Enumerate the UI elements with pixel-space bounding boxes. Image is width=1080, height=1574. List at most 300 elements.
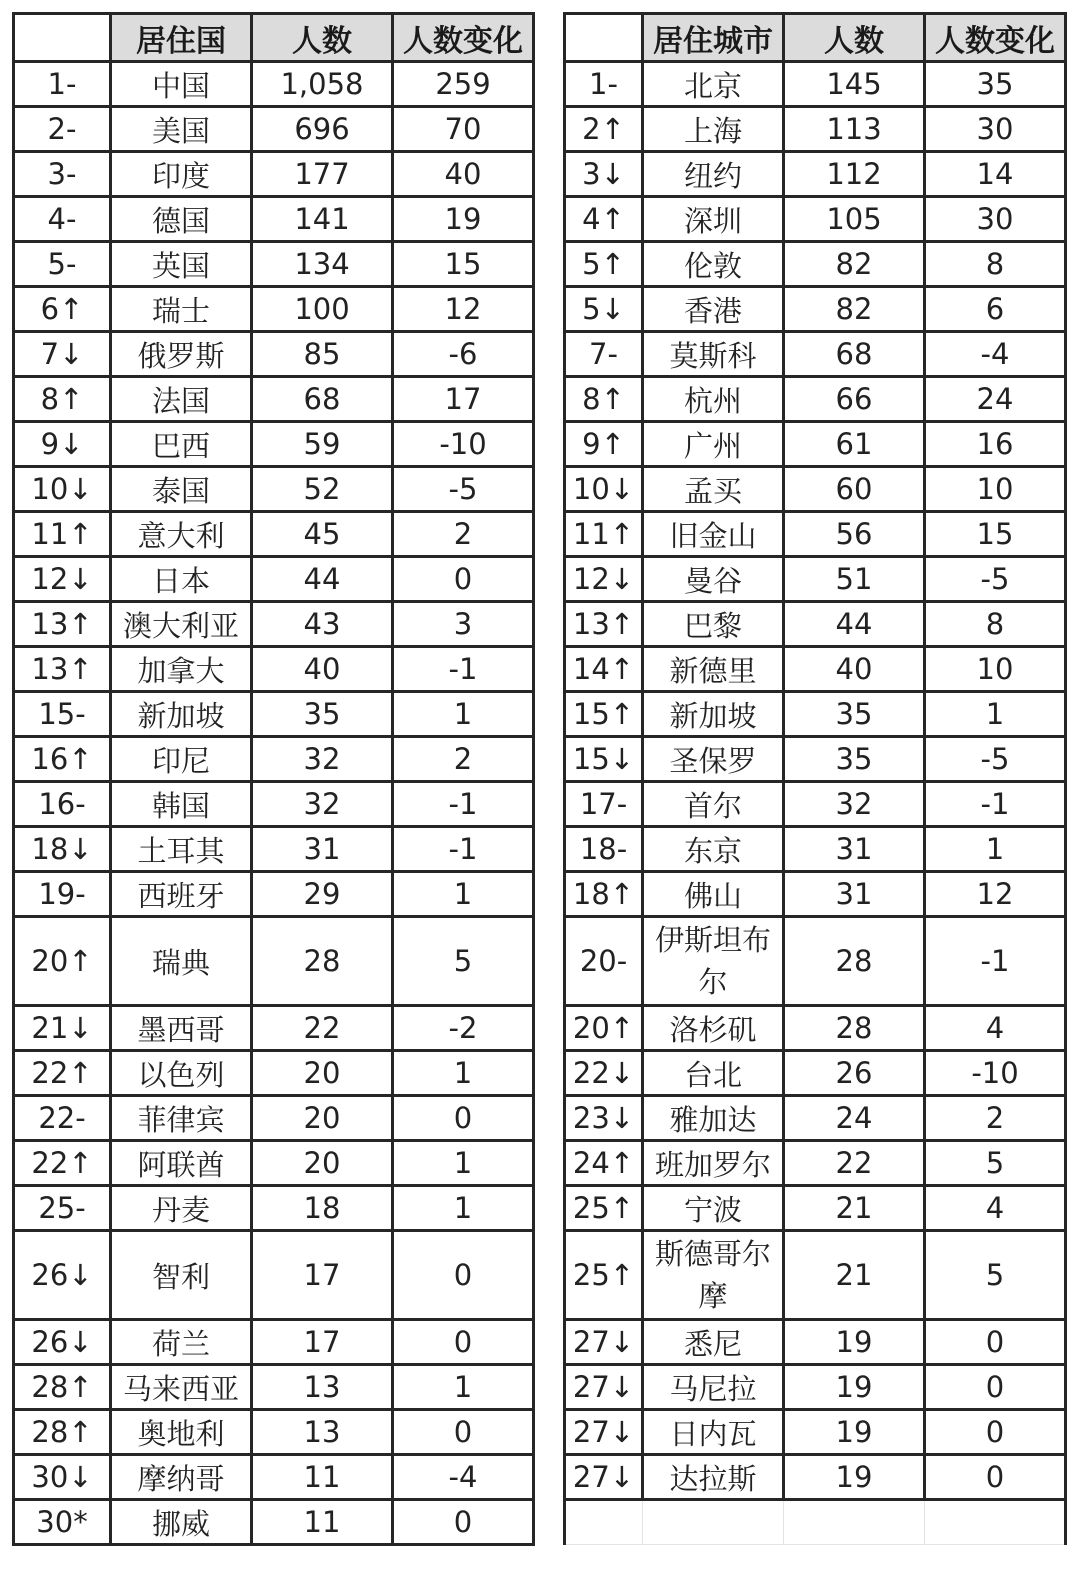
country-row	[14, 782, 534, 827]
city-header-rank	[565, 14, 643, 62]
country-change-cell: -5	[393, 467, 534, 512]
country-row	[14, 1141, 534, 1186]
city-count-cell: 82	[784, 287, 925, 332]
country-name-cell: 阿联酋	[111, 1141, 252, 1186]
city-name-cell: 香港	[643, 287, 784, 332]
city-table	[563, 12, 1067, 1545]
city-name-cell: 北京	[643, 62, 784, 107]
city-name-cell: 马尼拉	[643, 1365, 784, 1410]
country-header-name: 居住国	[111, 14, 252, 62]
city-name-cell: 深圳	[643, 197, 784, 242]
city-rank-cell: 22↓	[565, 1051, 643, 1096]
country-name-cell: 西班牙	[111, 872, 252, 917]
country-change-cell: 1	[393, 872, 534, 917]
country-rank-cell: 16-	[14, 782, 111, 827]
country-row	[14, 647, 534, 692]
country-rank-cell: 26↓	[14, 1231, 111, 1320]
country-change-cell: 40	[393, 152, 534, 197]
city-rank-cell: 7-	[565, 332, 643, 377]
country-change-cell: -1	[393, 782, 534, 827]
country-change-cell: 0	[393, 1320, 534, 1365]
city-row	[565, 827, 1066, 872]
country-change-cell: -10	[393, 422, 534, 467]
city-row	[565, 917, 1066, 1006]
city-change-cell: -1	[925, 782, 1066, 827]
country-rank-cell: 11↑	[14, 512, 111, 557]
city-count-cell: 31	[784, 872, 925, 917]
city-change-cell: 1	[925, 692, 1066, 737]
city-row	[565, 1141, 1066, 1186]
country-rank-cell: 7↓	[14, 332, 111, 377]
city-name-cell: 洛杉矶	[643, 1006, 784, 1051]
country-change-cell: 1	[393, 692, 534, 737]
city-count-cell: 113	[784, 107, 925, 152]
city-row	[565, 602, 1066, 647]
city-rank-cell: 24↑	[565, 1141, 643, 1186]
city-count-cell: 19	[784, 1320, 925, 1365]
country-count-cell: 40	[252, 647, 393, 692]
city-change-cell: 2	[925, 1096, 1066, 1141]
country-name-cell: 泰国	[111, 467, 252, 512]
country-header-rank	[14, 14, 111, 62]
country-row	[14, 107, 534, 152]
city-change-cell: 0	[925, 1320, 1066, 1365]
city-rank-cell: 20-	[565, 917, 643, 1006]
city-name-cell: 伦敦	[643, 242, 784, 287]
city-count-cell: 145	[784, 62, 925, 107]
city-rank-cell: 15↑	[565, 692, 643, 737]
country-name-cell: 荷兰	[111, 1320, 252, 1365]
city-change-cell: 4	[925, 1186, 1066, 1231]
country-count-cell: 32	[252, 737, 393, 782]
city-rank-cell: 27↓	[565, 1410, 643, 1455]
country-name-cell: 土耳其	[111, 827, 252, 872]
country-row	[14, 152, 534, 197]
city-count-cell: 82	[784, 242, 925, 287]
country-change-cell: 0	[393, 1410, 534, 1455]
city-row	[565, 692, 1066, 737]
country-change-cell: 1	[393, 1186, 534, 1231]
city-count-cell: 56	[784, 512, 925, 557]
city-header-change: 人数变化	[925, 14, 1066, 62]
city-row	[565, 377, 1066, 422]
country-change-cell: 0	[393, 1231, 534, 1320]
country-count-cell: 22	[252, 1006, 393, 1051]
country-name-cell: 韩国	[111, 782, 252, 827]
city-change-cell: 10	[925, 467, 1066, 512]
city-empty-cell	[784, 1500, 925, 1545]
city-count-cell: 40	[784, 647, 925, 692]
city-name-cell: 杭州	[643, 377, 784, 422]
country-name-cell: 意大利	[111, 512, 252, 557]
city-name-cell: 上海	[643, 107, 784, 152]
city-change-cell: 15	[925, 512, 1066, 557]
city-count-cell: 60	[784, 467, 925, 512]
country-rank-cell: 28↑	[14, 1410, 111, 1455]
country-change-cell: 259	[393, 62, 534, 107]
city-rank-cell: 5↓	[565, 287, 643, 332]
city-name-cell: 佛山	[643, 872, 784, 917]
city-rank-cell: 9↑	[565, 422, 643, 467]
country-row	[14, 1365, 534, 1410]
city-change-cell: 24	[925, 377, 1066, 422]
country-row	[14, 1455, 534, 1500]
city-rank-cell: 17-	[565, 782, 643, 827]
country-rank-cell: 12↓	[14, 557, 111, 602]
country-rank-cell: 21↓	[14, 1006, 111, 1051]
country-count-cell: 52	[252, 467, 393, 512]
country-row	[14, 1006, 534, 1051]
city-row	[565, 332, 1066, 377]
city-name-cell: 台北	[643, 1051, 784, 1096]
country-rank-cell: 26↓	[14, 1320, 111, 1365]
country-name-cell: 印度	[111, 152, 252, 197]
city-change-cell: -4	[925, 332, 1066, 377]
city-name-cell: 曼谷	[643, 557, 784, 602]
city-row	[565, 647, 1066, 692]
country-name-cell: 中国	[111, 62, 252, 107]
country-rank-cell: 6↑	[14, 287, 111, 332]
country-change-cell: 1	[393, 1051, 534, 1096]
city-name-cell: 新德里	[643, 647, 784, 692]
country-row	[14, 737, 534, 782]
city-row	[565, 107, 1066, 152]
country-header-row	[14, 14, 534, 62]
city-change-cell: 8	[925, 602, 1066, 647]
country-name-cell: 瑞士	[111, 287, 252, 332]
country-count-cell: 1,058	[252, 62, 393, 107]
city-change-cell: 14	[925, 152, 1066, 197]
city-rank-cell: 5↑	[565, 242, 643, 287]
city-rank-cell: 13↑	[565, 602, 643, 647]
country-name-cell: 瑞典	[111, 917, 252, 1006]
country-name-cell: 德国	[111, 197, 252, 242]
country-change-cell: 0	[393, 1500, 534, 1545]
country-rank-cell: 18↓	[14, 827, 111, 872]
city-rank-cell: 27↓	[565, 1455, 643, 1500]
city-header-name: 居住城市	[643, 14, 784, 62]
city-count-cell: 19	[784, 1410, 925, 1455]
city-name-cell: 旧金山	[643, 512, 784, 557]
city-change-cell: 8	[925, 242, 1066, 287]
country-rank-cell: 30*	[14, 1500, 111, 1545]
city-name-cell: 伊斯坦布尔	[643, 917, 784, 1006]
country-header-change: 人数变化	[393, 14, 534, 62]
country-rank-cell: 30↓	[14, 1455, 111, 1500]
country-count-cell: 20	[252, 1051, 393, 1096]
city-rank-cell: 2↑	[565, 107, 643, 152]
city-row	[565, 782, 1066, 827]
city-rank-cell: 20↑	[565, 1006, 643, 1051]
city-change-cell: 1	[925, 827, 1066, 872]
country-count-cell: 68	[252, 377, 393, 422]
country-change-cell: 19	[393, 197, 534, 242]
country-row	[14, 1186, 534, 1231]
city-change-cell: 12	[925, 872, 1066, 917]
country-change-cell: 0	[393, 1096, 534, 1141]
country-row	[14, 1500, 534, 1545]
country-rank-cell: 28↑	[14, 1365, 111, 1410]
country-change-cell: -1	[393, 647, 534, 692]
country-name-cell: 澳大利亚	[111, 602, 252, 647]
country-row	[14, 692, 534, 737]
country-change-cell: -2	[393, 1006, 534, 1051]
city-empty-cell	[643, 1500, 784, 1545]
country-row	[14, 872, 534, 917]
country-name-cell: 印尼	[111, 737, 252, 782]
country-count-cell: 31	[252, 827, 393, 872]
country-name-cell: 俄罗斯	[111, 332, 252, 377]
city-rank-cell: 3↓	[565, 152, 643, 197]
country-change-cell: 1	[393, 1141, 534, 1186]
city-row	[565, 422, 1066, 467]
country-rank-cell: 22-	[14, 1096, 111, 1141]
city-change-cell: 16	[925, 422, 1066, 467]
city-name-cell: 斯德哥尔摩	[643, 1231, 784, 1320]
city-row	[565, 242, 1066, 287]
city-rank-cell: 8↑	[565, 377, 643, 422]
city-name-cell: 悉尼	[643, 1320, 784, 1365]
country-row	[14, 197, 534, 242]
city-row	[565, 152, 1066, 197]
country-row	[14, 1320, 534, 1365]
city-empty-cell	[565, 1500, 643, 1545]
city-count-cell: 105	[784, 197, 925, 242]
country-count-cell: 11	[252, 1455, 393, 1500]
city-row	[565, 1320, 1066, 1365]
country-name-cell: 马来西亚	[111, 1365, 252, 1410]
city-rank-cell: 18↑	[565, 872, 643, 917]
country-name-cell: 巴西	[111, 422, 252, 467]
country-change-cell: 2	[393, 737, 534, 782]
city-row	[565, 1186, 1066, 1231]
city-count-cell: 26	[784, 1051, 925, 1096]
city-row	[565, 1051, 1066, 1096]
country-change-cell: -6	[393, 332, 534, 377]
country-name-cell: 墨西哥	[111, 1006, 252, 1051]
city-row	[565, 872, 1066, 917]
country-change-cell: 5	[393, 917, 534, 1006]
city-row	[565, 1096, 1066, 1141]
city-count-cell: 19	[784, 1365, 925, 1410]
city-row	[565, 62, 1066, 107]
city-row	[565, 1006, 1066, 1051]
city-row	[565, 557, 1066, 602]
city-rank-cell: 18-	[565, 827, 643, 872]
country-change-cell: 70	[393, 107, 534, 152]
city-rank-cell: 10↓	[565, 467, 643, 512]
city-count-cell: 28	[784, 917, 925, 1006]
country-count-cell: 177	[252, 152, 393, 197]
country-rank-cell: 5-	[14, 242, 111, 287]
country-name-cell: 摩纳哥	[111, 1455, 252, 1500]
city-rank-cell: 25↑	[565, 1186, 643, 1231]
city-name-cell: 巴黎	[643, 602, 784, 647]
country-count-cell: 17	[252, 1320, 393, 1365]
city-rank-cell: 4↑	[565, 197, 643, 242]
country-change-cell: 1	[393, 1365, 534, 1410]
country-rank-cell: 19-	[14, 872, 111, 917]
city-count-cell: 24	[784, 1096, 925, 1141]
country-name-cell: 日本	[111, 557, 252, 602]
city-name-cell: 日内瓦	[643, 1410, 784, 1455]
city-change-cell: 10	[925, 647, 1066, 692]
city-rank-cell: 23↓	[565, 1096, 643, 1141]
city-name-cell: 广州	[643, 422, 784, 467]
country-count-cell: 43	[252, 602, 393, 647]
country-name-cell: 加拿大	[111, 647, 252, 692]
country-count-cell: 32	[252, 782, 393, 827]
country-change-cell: -1	[393, 827, 534, 872]
city-count-cell: 21	[784, 1231, 925, 1320]
city-count-cell: 61	[784, 422, 925, 467]
country-rank-cell: 2-	[14, 107, 111, 152]
city-change-cell: 0	[925, 1410, 1066, 1455]
city-row	[565, 287, 1066, 332]
country-rank-cell: 20↑	[14, 917, 111, 1006]
city-row	[565, 737, 1066, 782]
city-count-cell: 68	[784, 332, 925, 377]
country-rank-cell: 4-	[14, 197, 111, 242]
country-name-cell: 美国	[111, 107, 252, 152]
country-count-cell: 29	[252, 872, 393, 917]
country-rank-cell: 22↑	[14, 1051, 111, 1096]
city-name-cell: 首尔	[643, 782, 784, 827]
city-name-cell: 班加罗尔	[643, 1141, 784, 1186]
country-count-cell: 13	[252, 1365, 393, 1410]
city-rank-cell: 15↓	[565, 737, 643, 782]
city-count-cell: 35	[784, 737, 925, 782]
country-row	[14, 827, 534, 872]
country-count-cell: 59	[252, 422, 393, 467]
city-change-cell: -5	[925, 557, 1066, 602]
country-row	[14, 62, 534, 107]
city-name-cell: 宁波	[643, 1186, 784, 1231]
city-name-cell: 莫斯科	[643, 332, 784, 377]
city-change-cell: 0	[925, 1455, 1066, 1500]
city-change-cell: -10	[925, 1051, 1066, 1096]
city-row	[565, 512, 1066, 557]
city-change-cell: 5	[925, 1231, 1066, 1320]
city-change-cell: -1	[925, 917, 1066, 1006]
country-change-cell: 3	[393, 602, 534, 647]
country-rank-cell: 1-	[14, 62, 111, 107]
city-change-cell: 30	[925, 107, 1066, 152]
country-rank-cell: 22↑	[14, 1141, 111, 1186]
city-count-cell: 32	[784, 782, 925, 827]
city-count-cell: 19	[784, 1455, 925, 1500]
city-count-cell: 35	[784, 692, 925, 737]
country-name-cell: 挪威	[111, 1500, 252, 1545]
country-name-cell: 丹麦	[111, 1186, 252, 1231]
country-change-cell: -4	[393, 1455, 534, 1500]
country-change-cell: 15	[393, 242, 534, 287]
country-rank-cell: 3-	[14, 152, 111, 197]
city-count-cell: 66	[784, 377, 925, 422]
country-table	[12, 12, 535, 1546]
country-row	[14, 602, 534, 647]
city-count-cell: 21	[784, 1186, 925, 1231]
country-row	[14, 1410, 534, 1455]
country-name-cell: 新加坡	[111, 692, 252, 737]
city-rank-cell: 14↑	[565, 647, 643, 692]
city-change-cell: 5	[925, 1141, 1066, 1186]
country-rank-cell: 13↑	[14, 647, 111, 692]
city-empty-cell	[925, 1500, 1066, 1545]
city-change-cell: 35	[925, 62, 1066, 107]
city-row	[565, 1455, 1066, 1500]
city-name-cell: 圣保罗	[643, 737, 784, 782]
country-count-cell: 85	[252, 332, 393, 377]
city-name-cell: 新加坡	[643, 692, 784, 737]
city-change-cell: 6	[925, 287, 1066, 332]
city-change-cell: 4	[925, 1006, 1066, 1051]
country-change-cell: 17	[393, 377, 534, 422]
country-rank-cell: 9↓	[14, 422, 111, 467]
country-count-cell: 17	[252, 1231, 393, 1320]
country-row	[14, 512, 534, 557]
country-row	[14, 917, 534, 1006]
city-rank-cell: 12↓	[565, 557, 643, 602]
country-row	[14, 422, 534, 467]
country-count-cell: 35	[252, 692, 393, 737]
city-count-cell: 44	[784, 602, 925, 647]
country-rank-cell: 15-	[14, 692, 111, 737]
city-rank-cell: 27↓	[565, 1320, 643, 1365]
country-row	[14, 1051, 534, 1096]
country-count-cell: 134	[252, 242, 393, 287]
country-count-cell: 20	[252, 1141, 393, 1186]
city-rank-cell: 27↓	[565, 1365, 643, 1410]
city-row	[565, 1410, 1066, 1455]
country-count-cell: 28	[252, 917, 393, 1006]
country-name-cell: 智利	[111, 1231, 252, 1320]
country-row	[14, 1231, 534, 1320]
city-rank-cell: 11↑	[565, 512, 643, 557]
city-rank-cell: 25↑	[565, 1231, 643, 1320]
city-name-cell: 孟买	[643, 467, 784, 512]
country-row	[14, 377, 534, 422]
city-empty-row	[565, 1500, 1066, 1545]
city-count-cell: 51	[784, 557, 925, 602]
city-count-cell: 112	[784, 152, 925, 197]
city-name-cell: 雅加达	[643, 1096, 784, 1141]
city-header-row	[565, 14, 1066, 62]
city-name-cell: 达拉斯	[643, 1455, 784, 1500]
country-count-cell: 13	[252, 1410, 393, 1455]
country-header-count: 人数	[252, 14, 393, 62]
city-row	[565, 1365, 1066, 1410]
country-count-cell: 696	[252, 107, 393, 152]
country-row	[14, 467, 534, 512]
country-count-cell: 44	[252, 557, 393, 602]
country-rank-cell: 10↓	[14, 467, 111, 512]
country-row	[14, 287, 534, 332]
country-rank-cell: 16↑	[14, 737, 111, 782]
city-row	[565, 197, 1066, 242]
country-name-cell: 法国	[111, 377, 252, 422]
city-row	[565, 467, 1066, 512]
country-count-cell: 45	[252, 512, 393, 557]
country-name-cell: 菲律宾	[111, 1096, 252, 1141]
city-name-cell: 东京	[643, 827, 784, 872]
country-count-cell: 11	[252, 1500, 393, 1545]
country-rank-cell: 8↑	[14, 377, 111, 422]
country-count-cell: 20	[252, 1096, 393, 1141]
city-header-count: 人数	[784, 14, 925, 62]
city-count-cell: 22	[784, 1141, 925, 1186]
country-count-cell: 18	[252, 1186, 393, 1231]
